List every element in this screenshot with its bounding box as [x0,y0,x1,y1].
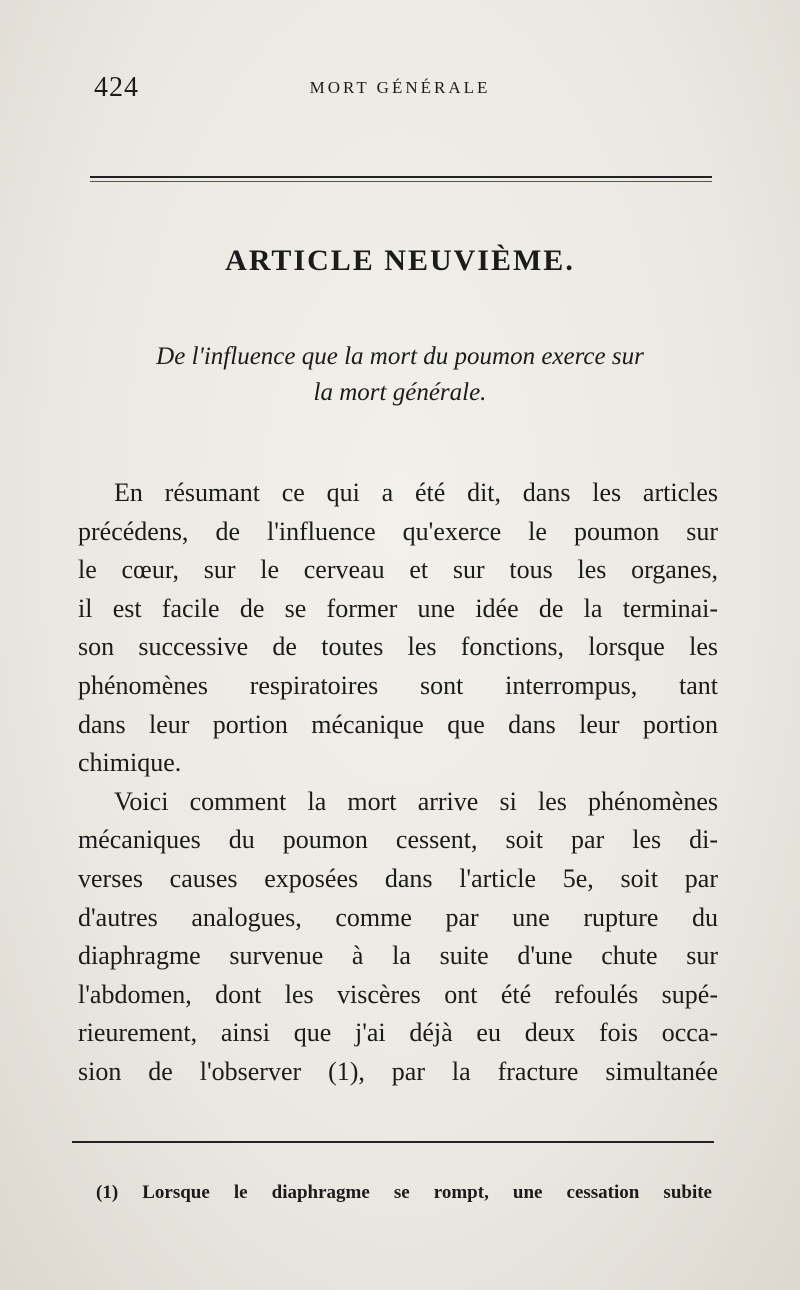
text-line: sion de l'observer (1), par la fracture simultanée [78,1056,718,1086]
header-rule [90,176,712,178]
running-head: MORT GÉNÉRALE [309,78,491,97]
header-rule-thin [90,181,712,182]
article-heading: ARTICLE NEUVIÈME. [225,244,575,277]
text-line: chimique. [78,748,182,778]
footnote: (1) Lorsque le diaphragme se rompt, une cessation subite [96,1182,712,1203]
text-line: rieurement, ainsi que j'ai déjà eu deux fois occa- [78,1018,718,1048]
subtitle-line: la mort générale. [313,379,487,406]
text-line: précédens, de l'influence qu'exerce le poumon sur [78,516,718,546]
page-header [88,70,712,106]
subtitle-line: De l'influence que la mort du poumon exerce sur [156,343,644,370]
text-line: dans leur portion mécanique que dans leur portion [78,709,718,739]
text-line: le cœur, sur le cerveau et sur tous les organes, [78,555,718,585]
text-line: l'abdomen, dont les viscères ont été refoulés supé- [78,979,718,1009]
page-number: 424 [94,72,139,103]
text-line: diaphragme survenue à la suite d'une chute sur [78,941,718,971]
body-text [78,474,718,1092]
text-line: verses causes exposées dans l'article 5e, soit par [78,863,718,893]
footnote-rule [72,1141,714,1143]
text-line: il est facile de se former une idée de la terminai- [78,593,718,623]
text-line: mécaniques du poumon cessent, soit par les di- [78,825,718,855]
text-line: En résumant ce qui a été dit, dans les articles [114,478,718,507]
text-line: d'autres analogues, comme par une rupture du [78,902,718,932]
text-line: Voici comment la mort arrive si les phénomènes [114,786,718,816]
text-line: son successive de toutes les fonctions, lorsque les [78,632,718,662]
text-line: phénomènes respiratoires sont interrompus, tant [78,670,718,700]
article-subtitle [100,339,700,411]
